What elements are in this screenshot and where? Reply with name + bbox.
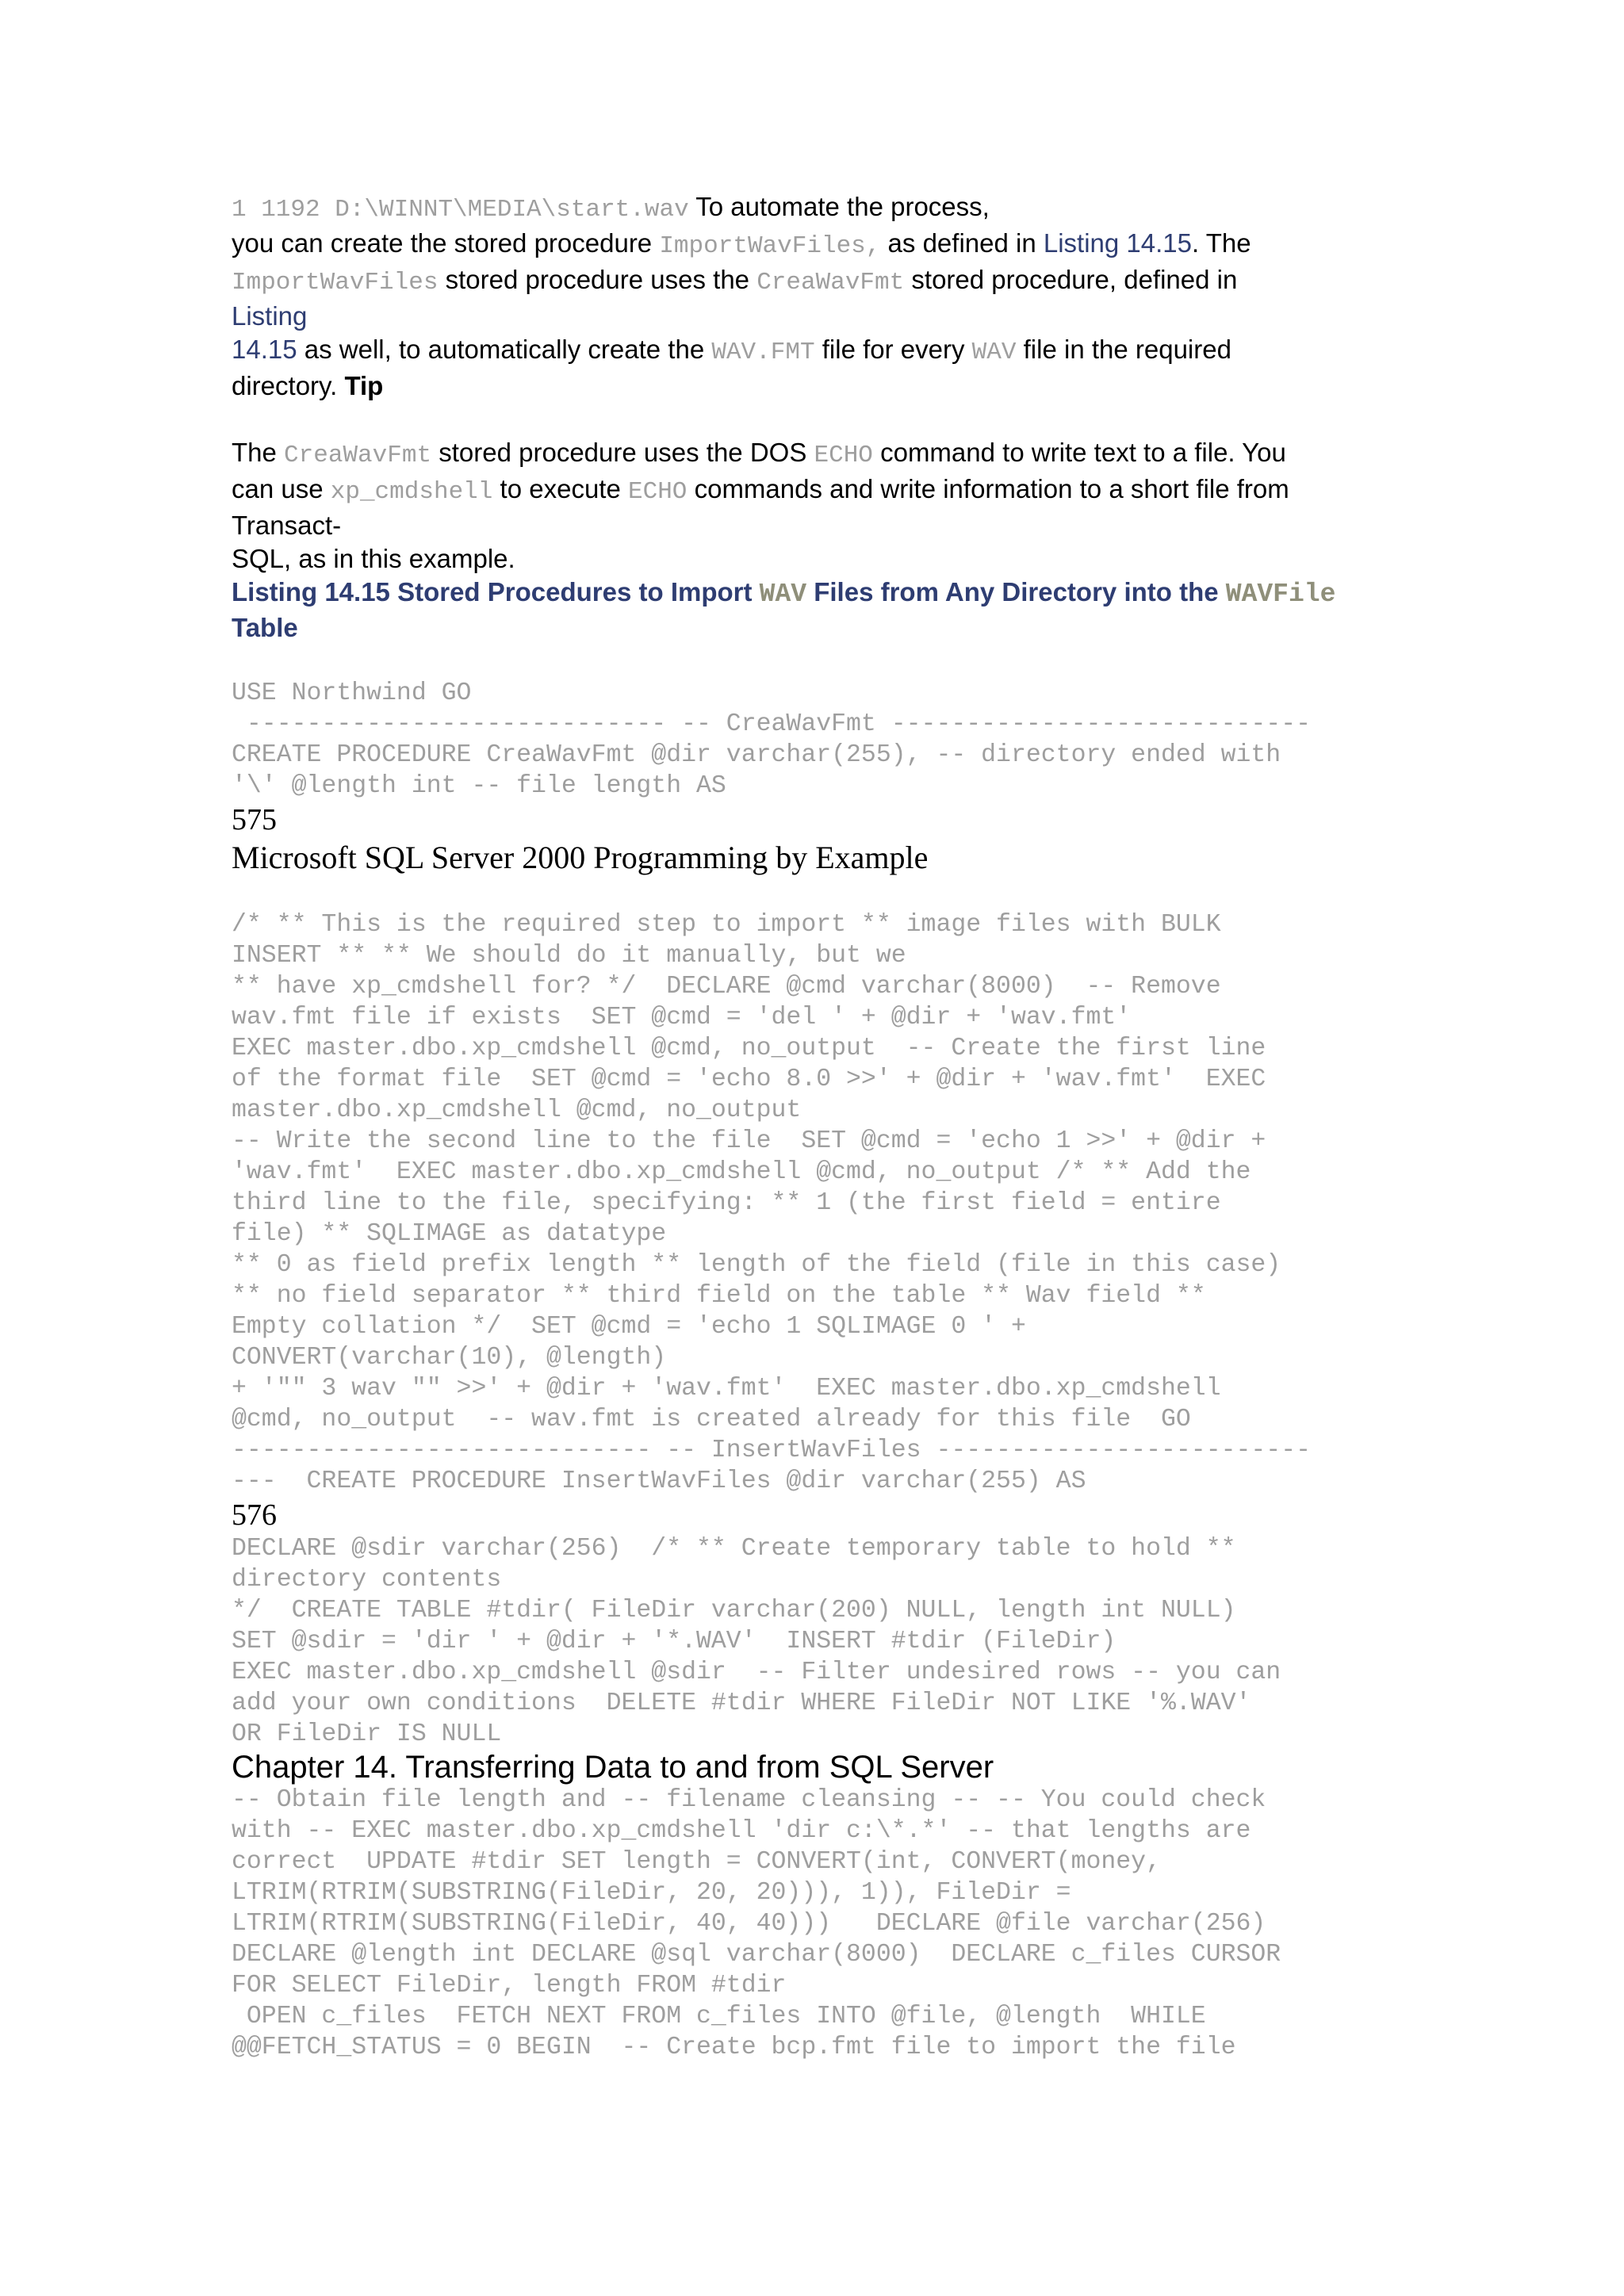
code-echo: ECHO (628, 478, 688, 506)
spacer (232, 403, 1397, 436)
page-number: 575 (232, 803, 277, 836)
code-xp-cmdshell: xp_cmdshell (330, 478, 493, 506)
tip-paragraph: The CreaWavFmt stored procedure uses the DOS ECHO command to write text to a file. You can use xp_cmdshell to execute ECHO commands and write information to a short file from Transact- SQL, as in this example. (232, 438, 1289, 573)
code-crea-wav-fmt: CreaWavFmt (756, 269, 905, 297)
document-page (232, 190, 1397, 2063)
listing-title: Listing 14.15 Stored Procedures to Import WAV Files from Any Directory into the WAVFile Table (232, 577, 1336, 642)
code-wavfile: WAVFile (1225, 580, 1336, 609)
tip-label: Tip (344, 371, 384, 400)
code-import-wav-files: ImportWavFiles (232, 269, 439, 297)
spacer (232, 645, 1397, 678)
code-wav: WAV (759, 580, 807, 609)
code-wav: WAV (971, 339, 1017, 366)
code-block-3: DECLARE @sdir varchar(256) /* ** Create temporary table to hold ** directory contents */ CREATE TABLE #tdir( FileDir varchar(200) NULL, length int NULL) SET @sdir = 'dir ' + @dir + '*.WAV' INSERT #tdir (FileDir) EXEC master.dbo.xp_cmdshell @sdir -- Filter undesired rows -- you can add your own conditions DELETE #tdir WHERE FileDir NOT LIKE '%.WAV' OR FileDir IS NULL (232, 1535, 1281, 1748)
page-number: 576 (232, 1498, 277, 1532)
spacer (232, 878, 1397, 909)
listing-link[interactable]: 14.15 (232, 335, 297, 364)
chapter-head: Chapter 14. Transferring Data to and from SQL Server (232, 1750, 994, 1785)
code-wav-fmt: WAV.FMT (711, 339, 815, 366)
code-block-2: /* ** This is the required step to import ** image files with BULK INSERT ** ** We should do it manually, but we ** have xp_cmdshell for? */ DECLARE @cmd varchar(8000) -- Remove wav.fmt file if exists SET @cmd = 'del ' + @dir + 'wav.fmt' EXEC master.dbo.xp_cmdshell @cmd, no_output -- Create the first line of the format file SET @cmd = 'echo 8.0 >>' + @dir + 'wav.fmt' EXEC master.dbo.xp_cmdshell @cmd, no_output -- Write the second line to the file SET @cmd = 'echo 1 >>' + @dir + 'wav.fmt' EXEC master.dbo.xp_cmdshell @cmd, no_output /* ** Add the third line to the file, specifying: ** 1 (the first field = entire file) ** SQLIMAGE as datatype ** 0 as field prefix length ** length of the field (file in this case) ** no field separator ** third field on the table ** Wav field ** Empty collation */ SET @cmd = 'echo 1 SQLIMAGE 0 ' + CONVERT(varchar(10), @length) + '"" 3 wav "" >>' + @dir + 'wav.fmt' EXEC master.dbo.xp_cmdshell @cmd, no_output -- wav.fmt is created already for this file GO ---------------------------- -- InsertWavFiles ------------------------- --- CREATE PROCEDURE InsertWavFiles @dir varchar(255) AS (232, 911, 1312, 1495)
intro-paragraph: 1 1192 D:\WINNT\MEDIA\start.wav To automate the process, you can create the stored procedure ImportWavFiles, as defined in Listing 14.15. The ImportWavFiles stored procedure uses the CreaWavFmt stored procedure, defined in Listing 14.15 as well, to automatically create the WAV.FMT file for every WAV file in the required directory. Tip (232, 192, 1251, 400)
sample-output-line: 1 1192 D:\WINNT\MEDIA\start.wav (232, 196, 689, 224)
listing-link[interactable]: Listing (232, 301, 308, 331)
running-head: Microsoft SQL Server 2000 Programming by Example (232, 840, 929, 875)
code-crea-wav-fmt: CreaWavFmt (284, 442, 432, 469)
code-block-1: USE Northwind GO ---------------------------- -- CreaWavFmt ---------------------------- CREATE PROCEDURE CreaWavFmt @dir varchar(255), -- directory ended with '\' @length int -- file length AS (232, 679, 1312, 800)
code-echo: ECHO (814, 442, 873, 469)
code-import-wav-files: ImportWavFiles, (659, 232, 881, 260)
code-block-4: -- Obtain file length and -- filename cleansing -- -- You could check with -- EXEC master.dbo.xp_cmdshell 'dir c:\*.*' -- that lengths are correct UPDATE #tdir SET length = CONVERT(int, CONVERT(money, LTRIM(RTRIM(SUBSTRING(FileDir, 20, 20))), 1)), FileDir = LTRIM(RTRIM(SUBSTRING(FileDir, 40, 40))) DECLARE @file varchar(256) DECLARE @length int DECLARE @sql varchar(8000) DECLARE c_files CURSOR FOR SELECT FileDir, length FROM #tdir OPEN c_files FETCH NEXT FROM c_files INTO @file, @length WHILE @@FETCH_STATUS = 0 BEGIN -- Create bcp.fmt file to import the file (232, 1786, 1281, 2061)
listing-link[interactable]: Listing 14.15 (1043, 228, 1192, 258)
